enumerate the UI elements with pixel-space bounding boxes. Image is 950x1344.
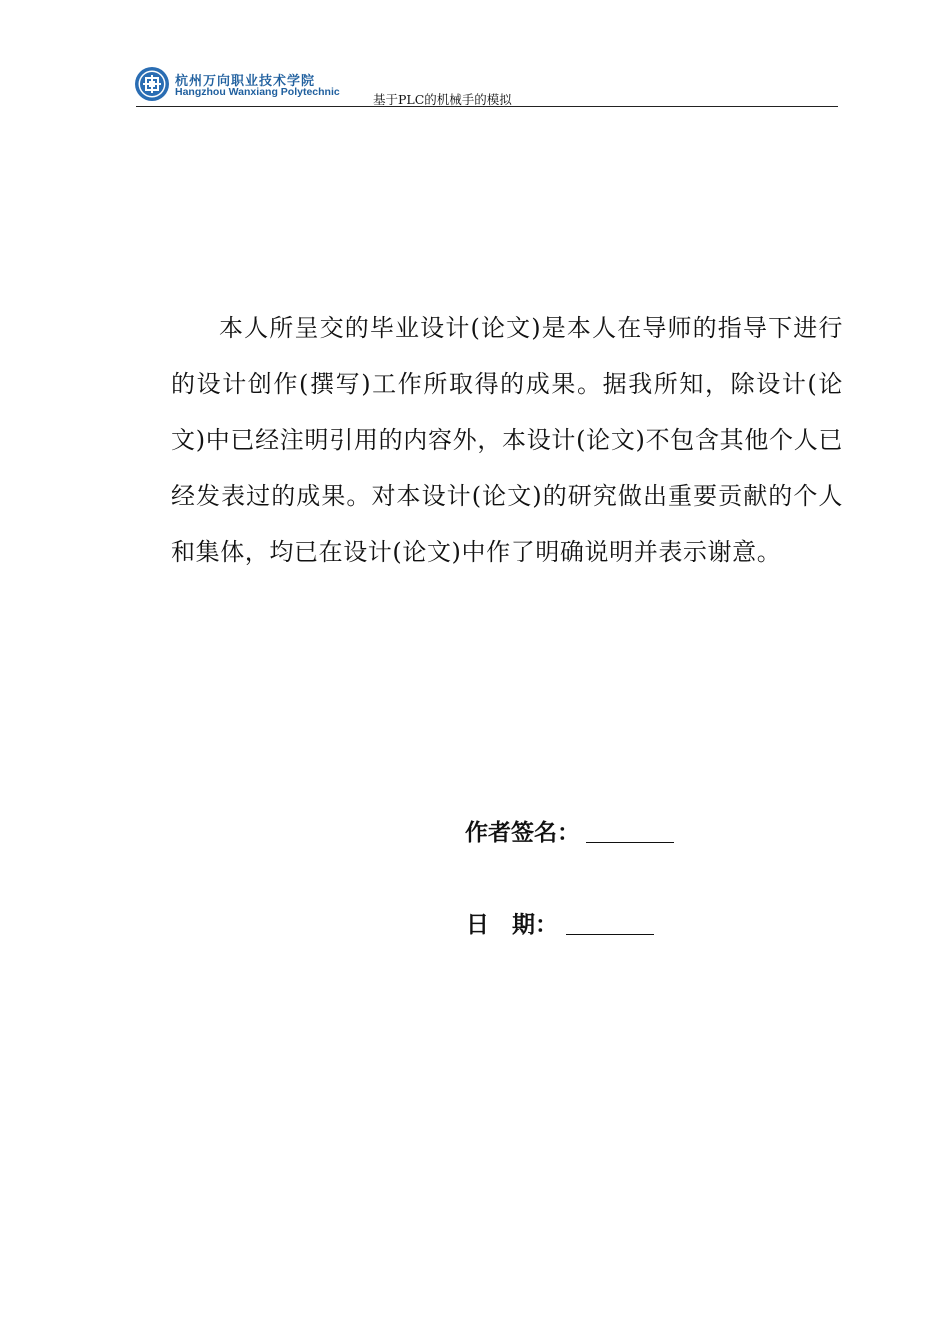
- date-line: [566, 934, 654, 935]
- school-name-english: Hangzhou Wanxiang Polytechnic: [175, 86, 340, 98]
- date-label: 日 期：: [466, 912, 558, 938]
- school-emblem-icon: [134, 66, 170, 102]
- originality-declaration: 本人所呈交的毕业设计(论文)是本人在导师的指导下进行的设计创作(撰写)工作所取得的成果。据我所知，除设计(论文)中已经注明引用的内容外，本设计(论文)不包含其他个人已经发表过的成果。对本设计(论文)的研究做出重要贡献的个人和集体，均已在设计(论文)中作了明确说明并表示谢意。: [171, 314, 843, 566]
- header-divider: [136, 106, 838, 107]
- document-title: 基于PLC的机械手的模拟: [373, 92, 512, 107]
- school-name-chinese: 杭州万向职业技术学院: [175, 74, 316, 89]
- page-header: [134, 66, 838, 108]
- author-signature-line: [586, 842, 674, 843]
- author-signature-label: 作者签名：: [465, 820, 580, 846]
- author-signature-row: [465, 814, 674, 847]
- date-row: [466, 906, 654, 939]
